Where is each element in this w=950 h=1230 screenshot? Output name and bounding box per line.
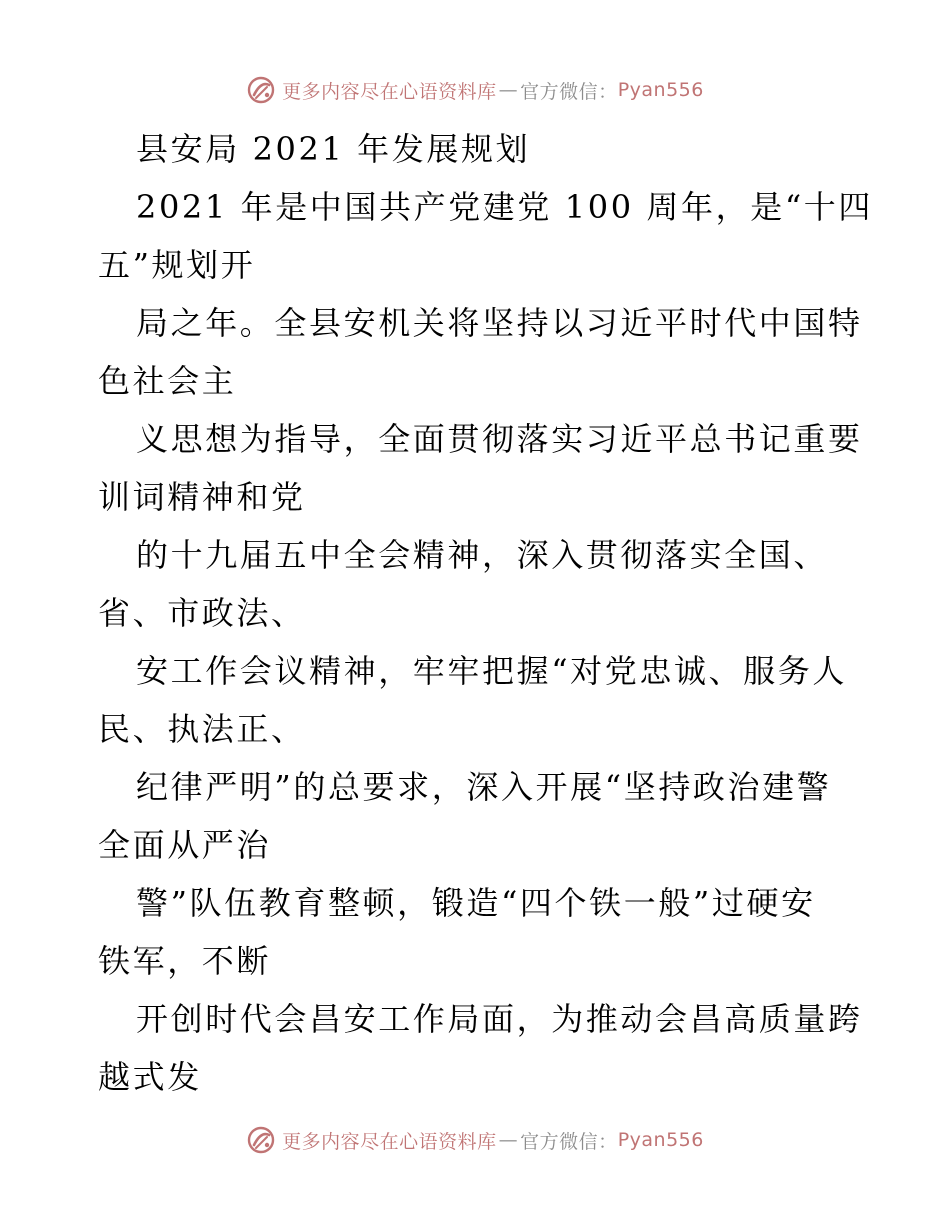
doc-line-16: 开创时代会昌安工作局面，为推动会昌高质量跨 [136, 1000, 863, 1038]
doc-line-3: 五”规划开 [98, 246, 256, 284]
watermark-label: 官方微信： [520, 80, 618, 103]
doc-line-10: 安工作会议精神，牢牢把握“对党忠诚、服务人 [136, 652, 847, 690]
doc-line-15: 铁军，不断 [98, 942, 272, 980]
watermark-text: 更多内容尽在心语资料库 [282, 1130, 497, 1153]
watermark-label: 官方微信： [520, 1130, 618, 1153]
doc-line-11: 民、执法正、 [98, 710, 306, 748]
seal-logo-icon [246, 1125, 276, 1155]
document-body [98, 120, 873, 1106]
doc-line-14: 警”队伍教育整顿，锻造“四个铁一般”过硬安 [136, 884, 816, 922]
watermark-dash: — [498, 1129, 519, 1151]
watermark-dash: — [498, 79, 519, 101]
header-watermark [0, 72, 950, 108]
doc-line-8: 的十九届五中全会精神，深入贯彻落实全国、 [136, 536, 829, 574]
watermark-id: Pyan556 [617, 1129, 704, 1151]
footer-watermark [0, 1122, 950, 1158]
doc-line-1: 县安局 2021 年发展规划 [136, 130, 531, 168]
doc-line-5: 色社会主 [98, 362, 237, 400]
doc-line-12: 纪律严明”的总要求，深入开展“坚持政治建警 [136, 768, 832, 806]
seal-logo-icon [246, 75, 276, 105]
doc-line-6: 义思想为指导，全面贯彻落实习近平总书记重要 [136, 420, 863, 458]
watermark-text: 更多内容尽在心语资料库 [282, 80, 497, 103]
doc-line-9: 省、市政法、 [98, 594, 306, 632]
doc-line-2: 2021 年是中国共产党建党 100 周年，是“十四 [136, 188, 873, 226]
doc-line-17: 越式发 [98, 1058, 202, 1096]
doc-line-7: 训词精神和党 [98, 478, 306, 516]
watermark-id: Pyan556 [617, 79, 704, 101]
doc-line-4: 局之年。全县安机关将坚持以习近平时代中国特 [136, 304, 863, 342]
doc-line-13: 全面从严治 [98, 826, 272, 864]
